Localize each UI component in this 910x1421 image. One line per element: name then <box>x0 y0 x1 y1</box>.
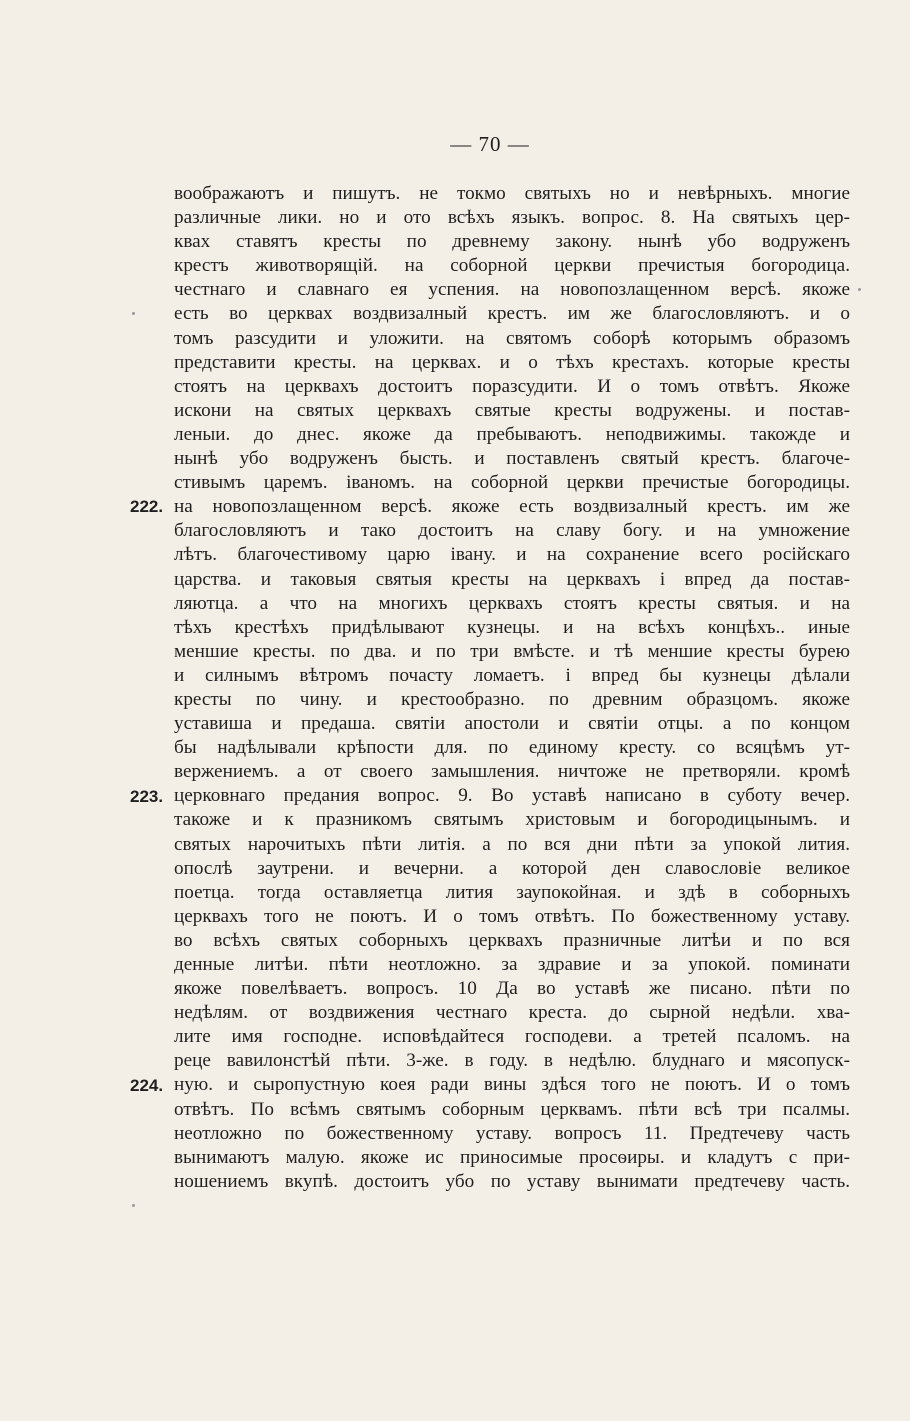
margin-number: 223. <box>130 786 164 806</box>
speck <box>132 1204 135 1207</box>
text-line: церквахъ того не поютъ. И о томъ отвѣтъ. По божественному уставу. <box>174 905 850 927</box>
text-line: лѣтъ. благочестивому царю івану. и на сохранение всего російскаго <box>174 544 850 566</box>
text-line: стоятъ на церквахъ достоитъ поразсудити. И о томъ отвѣтъ. Якоже <box>174 375 850 397</box>
text-line: реце вавилонстѣй пѣти. 3-же. в году. в недѣлю. блуднаго и мясопуск- <box>174 1050 850 1072</box>
text-line: представити кресты. на церквах. и о тѣхъ крестахъ. которые кресты <box>174 351 850 373</box>
text-line: кресты по чину. и крестообразно. по древним образцомъ. якоже <box>174 688 850 710</box>
speck <box>858 288 861 291</box>
text-line: квах ставятъ кресты по древнему закону. нынѣ убо водруженъ <box>174 231 850 253</box>
text-line: стивымъ царемъ. іваномъ. на соборной церкви пречистые богородицы. <box>174 472 850 494</box>
text-line: меншие кресты. по два. и по три вмѣсте. и тѣ меншие кресты бурею <box>174 640 850 662</box>
text-line: есть во церквах воздвизалный крестъ. им же благословляютъ. и о <box>174 303 850 325</box>
body-text <box>174 182 850 1194</box>
text-line: недѣлям. от воздвижения честнаго креста. до сырной недѣли. хва- <box>174 1002 850 1024</box>
text-line: церковнаго предания вопрос. 9. Во уставѣ написано в суботу вечер. <box>174 785 850 807</box>
text-line: отвѣтъ. По всѣмъ святымъ соборным церквамъ. пѣти всѣ три псалмы. <box>174 1098 850 1120</box>
text-line: денные литѣи. пѣти неотложно. за здравие и за упокой. поминати <box>174 954 850 975</box>
text-line: томъ разсудити и уложити. на святомъ соборѣ которымъ образомъ <box>174 327 850 349</box>
text-line: бы надѣлывали крѣпости для. по единому кресту. со всяцѣмъ ут- <box>174 737 850 759</box>
text-line: различные лики. но и ото всѣхъ языкъ. вопрос. 8. На святыхъ цер- <box>174 207 850 229</box>
text-line: лите имя господне. исповѣдайтеся господеви. а третей псаломъ. на <box>174 1026 850 1048</box>
margin-number: 224. <box>130 1075 164 1095</box>
text-line: ную. и сыропустную коея ради вины здѣся того не поютъ. И о томъ <box>174 1074 850 1096</box>
text-line: на новопозлащенном версѣ. якоже есть воздвизалный крестъ. им же <box>174 496 850 518</box>
margin-number: 222. <box>130 497 164 517</box>
text-line: во всѣхъ святых соборныхъ церквахъ празничные литѣи и по вся <box>174 929 850 951</box>
text-line: тѣхъ крестѣхъ придѣлывают кузнецы. и на всѣхъ концѣхъ.. иные <box>174 616 850 638</box>
page-number: — 70 — <box>450 132 530 156</box>
speck <box>132 312 135 315</box>
text-line: вержениемъ. а от своего замышления. ничтоже не претворяли. кромѣ <box>174 761 850 783</box>
text-line: благословляютъ и тако достоитъ на славу богу. и на умножение <box>174 520 850 542</box>
text-line: крестъ животворящій. на соборной церкви пречистыя богородица. <box>174 255 850 277</box>
text-line: и силнымъ вѣтромъ почасту ломаетъ. і впред бы кузнецы дѣлали <box>174 664 850 686</box>
text-line: воображаютъ и пишутъ. не токмо святыхъ но и невѣрныхъ. многие <box>174 183 850 204</box>
text-line: вынимаютъ малую. якоже ис приносимые просѳиры. и кладутъ с при- <box>174 1146 850 1168</box>
text-line: ляютца. а что на многихъ церквахъ стоятъ кресты святыя. и на <box>174 592 850 614</box>
text-line: ношениемъ вкупѣ. достоитъ убо по уставу вынимати предтечеву часть. <box>174 1170 850 1192</box>
text-line: такоже и к празникомъ святымъ христовым и богородицынымъ. и <box>174 809 850 831</box>
text-line: якоже повелѣваетъ. вопросъ. 10 Да во уставѣ же писано. пѣти по <box>174 978 850 1000</box>
text-line: уставиша и предаша. святіи апостоли и святіи отцы. а по концом <box>174 713 850 735</box>
text-line: честнаго и славнаго ея успения. на новопозлащенном версѣ. якоже <box>174 279 850 301</box>
text-line: нынѣ убо водруженъ бысть. и поставленъ святый крестъ. благоче- <box>174 448 850 470</box>
text-line: святых нарочитыхъ пѣти литія. а по вся дни пѣти за упокой лития. <box>174 833 850 855</box>
text-line: леныи. до днес. якоже да пребываютъ. неподвижимы. такожде и <box>174 423 850 445</box>
text-line: опослѣ заутрени. и вечерни. а которой ден славословіе великое <box>174 857 850 879</box>
text-line: искони на святых церквахъ святые кресты водружены. и постав- <box>174 399 850 421</box>
text-line: неотложно по божественному уставу. вопросъ 11. Предтечеву часть <box>174 1122 850 1144</box>
text-line: поетца. тогда оставляетца лития заупокойная. и здѣ в соборныхъ <box>174 881 850 903</box>
text-line: царства. и таковыя святыя кресты на церквахъ і впред да постав- <box>174 568 850 590</box>
